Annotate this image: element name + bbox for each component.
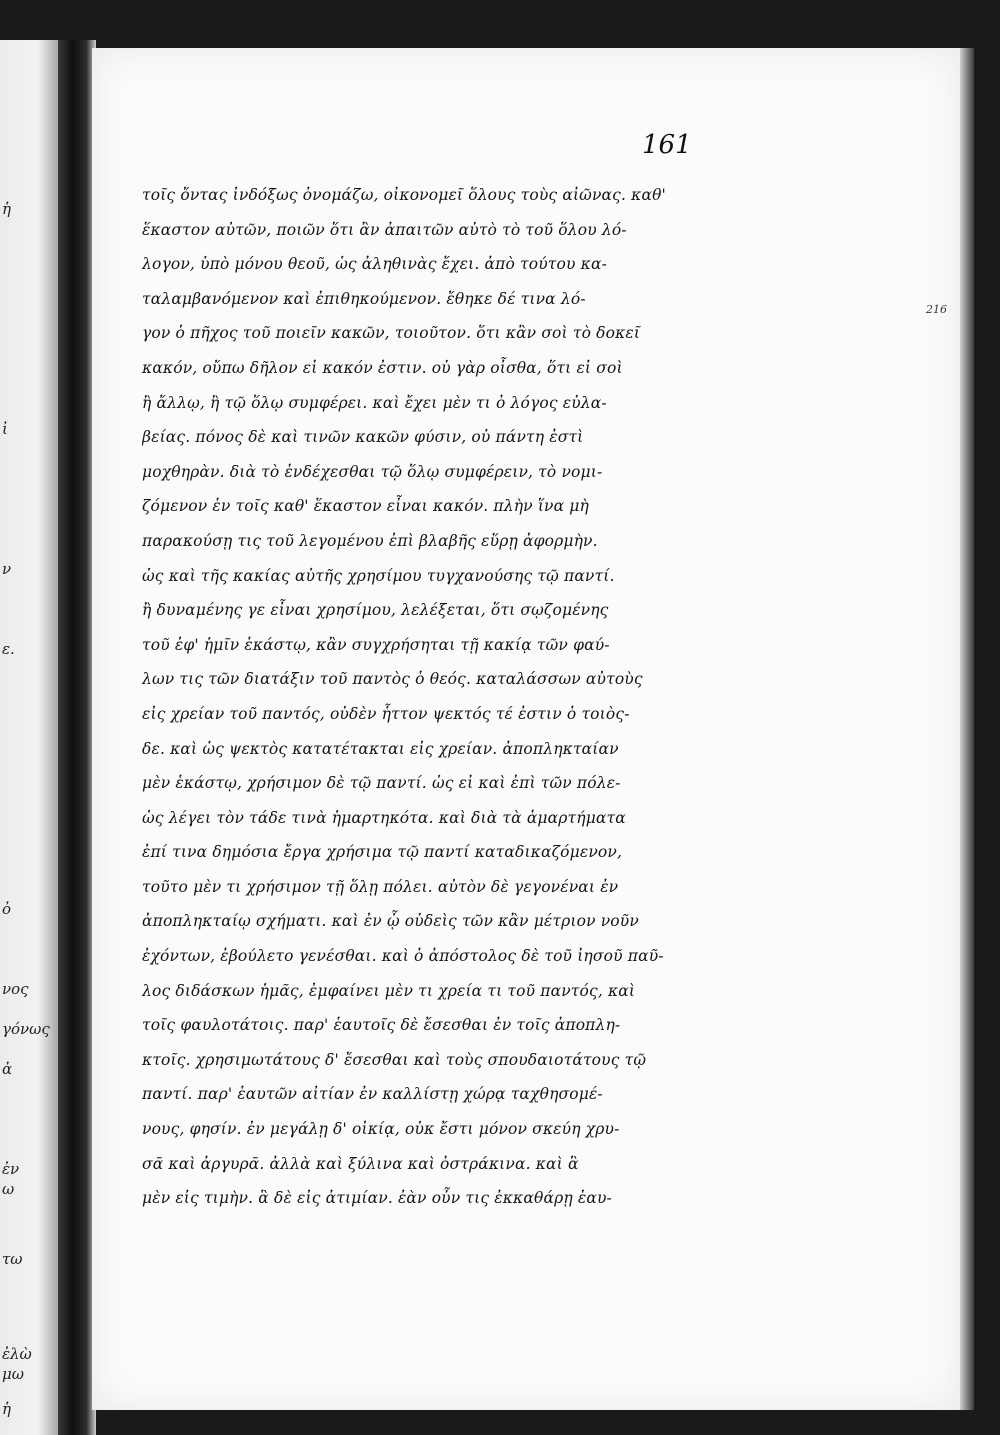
facing-page-fragment: γόνως xyxy=(2,1020,50,1038)
manuscript-line: ζόμενον ἐν τοῖς καθ' ἕκαστον εἶναι κακόν. πλὴν ἵνα μὴ xyxy=(142,497,589,516)
page-number: 161 xyxy=(642,130,692,160)
manuscript-line: ἐπί τινα δημόσια ἔργα χρήσιμα τῷ παντί καταδικαζόμενον, xyxy=(142,843,623,862)
manuscript-line: κτοῖς. χρησιμωτάτους δ' ἔσεσθαι καὶ τοὺς σπουδαιοτάτους τῷ xyxy=(142,1050,647,1069)
facing-page-fragment: ε. xyxy=(2,640,15,658)
manuscript-line: μὲν εἰς τιμὴν. ἃ δὲ εἰς ἀτιμίαν. ἐὰν οὖν τις ἐκκαθάρῃ ἑαυ- xyxy=(142,1189,612,1208)
manuscript-line: τοῖς φαυλοτάτοις. παρ' ἑαυτοῖς δὲ ἔσεσθαι ἐν τοῖς ἀποπλη- xyxy=(142,1016,621,1035)
manuscript-line: ταλαμβανόμενον καὶ ἐπιθηκούμενον. ἔθηκε δέ τινα λό- xyxy=(142,289,586,308)
manuscript-line: δε. καὶ ὡς ψεκτὸς κατατέτακται εἰς χρείαν. ἀποπληκταίαν xyxy=(142,739,619,758)
facing-page-fragment: ἀ xyxy=(2,1060,13,1078)
manuscript-line: ἕκαστον αὐτῶν, ποιῶν ὅτι ἂν ἀπαιτῶν αὐτὸ τὸ τοῦ ὅλου λό- xyxy=(142,220,627,239)
manuscript-line: ἢ ἄλλῳ, ἢ τῷ ὅλῳ συμφέρει. καὶ ἔχει μὲν τι ὁ λόγος εὐλα- xyxy=(142,393,607,412)
manuscript-line: ἀποπληκταίῳ σχήματι. καὶ ἐν ᾧ οὐδεὶς τῶν κἂν μέτριον νοῦν xyxy=(142,912,639,931)
manuscript-line: εἰς χρείαν τοῦ παντός, οὐδὲν ἧττον ψεκτός τέ ἐστιν ὁ τοιὸς- xyxy=(142,704,630,723)
page-edge-shadow xyxy=(960,48,974,1410)
manuscript-line: λος διδάσκων ἡμᾶς, ἐμφαίνει μὲν τι χρεία τι τοῦ παντός, καὶ xyxy=(142,981,636,1000)
manuscript-text-block xyxy=(142,178,666,1216)
manuscript-line: βείας. πόνος δὲ καὶ τινῶν κακῶν φύσιν, οὐ πάντη ἐστὶ xyxy=(142,428,584,447)
facing-page-fragment: μω xyxy=(2,1365,24,1383)
facing-page-fragment: ὀ xyxy=(2,900,12,918)
manuscript-line: ὡς λέγει τὸν τάδε τινὰ ἡμαρτηκότα. καὶ διὰ τὰ ἁμαρτήματα xyxy=(142,808,626,827)
margin-note: 216 xyxy=(926,303,947,316)
manuscript-line: ἐχόντων, ἐβούλετο γενέσθαι. καὶ ὁ ἀπόστολος δὲ τοῦ ἰησοῦ παῦ- xyxy=(142,947,664,966)
manuscript-line: κακόν, οὔπω δῆλον εἰ κακόν ἐστιν. οὐ γὰρ οἶσθα, ὅτι εἰ σοὶ xyxy=(142,358,623,377)
manuscript-line: ὡς καὶ τῆς κακίας αὐτῆς χρησίμου τυγχανούσης τῷ παντί. xyxy=(142,566,615,585)
manuscript-line: παντί. παρ' ἑαυτῶν αἰτίαν ἐν καλλίστῃ χώρᾳ ταχθησομέ- xyxy=(142,1085,603,1104)
facing-page-fragment: ν xyxy=(2,560,12,578)
book-gutter xyxy=(58,40,96,1435)
facing-page-fragment: νος xyxy=(2,980,29,998)
manuscript-line: τοῦ ἐφ' ἡμῖν ἑκάστῳ, κἂν συγχρήσηται τῇ κακίᾳ τῶν φαύ- xyxy=(142,635,610,654)
manuscript-line: λων τις τῶν διατάξιν τοῦ παντὸς ὁ θεός. καταλάσσων αὐτοὺς xyxy=(142,670,643,689)
manuscript-line: νους, φησίν. ἐν μεγάλῃ δ' οἰκίᾳ, οὐκ ἔστι μόνον σκεύη χρυ- xyxy=(142,1120,620,1139)
manuscript-line: μοχθηρὰν. διὰ τὸ ἐνδέχεσθαι τῷ ὅλῳ συμφέρειν, τὸ νομι- xyxy=(142,462,603,481)
facing-page-fragment: ἡ xyxy=(2,200,11,218)
facing-page-fragment: ἐλὼ xyxy=(2,1345,32,1363)
manuscript-line: τοῦτο μὲν τι χρήσιμον τῇ ὅλῃ πόλει. αὐτὸν δὲ γεγονέναι ἐν xyxy=(142,877,619,896)
manuscript-line: γον ὁ πῆχος τοῦ ποιεῖν κακῶν, τοιοῦτον. ὅτι κἂν σοὶ τὸ δοκεῖ xyxy=(142,324,641,343)
facing-page-fragment: ἐν xyxy=(2,1160,20,1178)
facing-page-fragment: ἡ xyxy=(2,1400,11,1418)
manuscript-line: παρακούσῃ τις τοῦ λεγομένου ἐπὶ βλαβῆς εὕρῃ ἀφορμὴν. xyxy=(142,531,598,550)
manuscript-line: σᾶ καὶ ἀργυρᾶ. ἀλλὰ καὶ ξύλινα καὶ ὀστράκινα. καὶ ἃ xyxy=(142,1154,579,1173)
facing-page-fragment: ἰ xyxy=(2,420,8,438)
manuscript-line: λογον, ὑπὸ μόνου θεοῦ, ὡς ἀληθινὰς ἔχει. ἀπὸ τούτου κα- xyxy=(142,255,607,274)
manuscript-line: ἢ δυναμένης γε εἶναι χρησίμου, λελέξεται, ὅτι σῳζομένης xyxy=(142,601,609,620)
manuscript-line: τοῖς ὄντας ἰνδόξως ὀνομάζω, οἰκονομεῖ ὅλους τοὺς αἰῶνας. καθ' xyxy=(142,186,666,204)
facing-page-edge xyxy=(0,40,62,1435)
manuscript-line: μὲν ἑκάστῳ, χρήσιμον δὲ τῷ παντί. ὡς εἰ καὶ ἐπὶ τῶν πόλε- xyxy=(142,774,621,793)
facing-page-fragment: τω xyxy=(2,1250,23,1268)
facing-page-fragment: ω xyxy=(2,1180,15,1198)
